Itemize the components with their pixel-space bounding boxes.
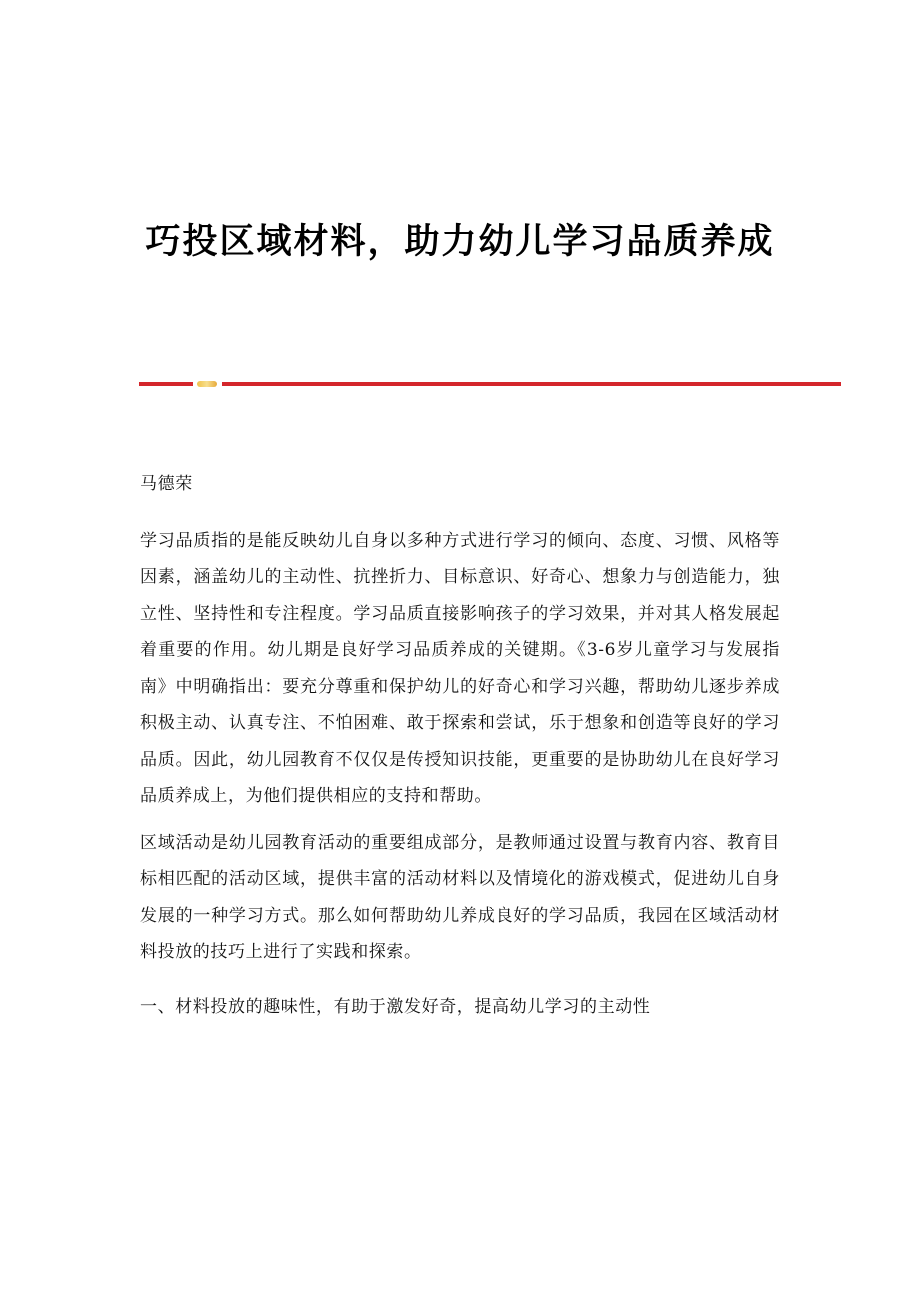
divider-bar-right — [222, 382, 841, 386]
paragraph-2: 区域活动是幼儿园教育活动的重要组成部分，是教师通过设置与教育内容、教育目标相匹配的活动区域，提供丰富的活动材料以及情境化的游戏模式，促进幼儿自身发展的一种学习方式。那么如何帮助幼儿养成良好的学习品质，我园在区域活动材料投放的技巧上进行了实践和探索。 — [140, 832, 780, 962]
article-body — [140, 466, 780, 1025]
author-name: 马德荣 — [140, 474, 193, 494]
document-title: 巧投区域材料，助力幼儿学习品质养成 — [145, 222, 775, 262]
section-heading: 一、材料投放的趣味性，有助于激发好奇，提高幼儿学习的主动性 — [140, 996, 651, 1017]
paragraph-1: 学习品质指的是能反映幼儿自身以多种方式进行学习的倾向、态度、习惯、风格等因素，涵盖幼儿的主动性、抗挫折力、目标意识、好奇心、想象力与创造能力，独立性、坚持性和专注程度。学习品质直接影响孩子的学习效果，并对其人格发展起着重要的作用。幼儿期是良好学习品质养成的关键期。《3-6岁儿童学习与发展指南》中明确指出：要充分尊重和保护幼儿的好奇心和学习兴趣，帮助幼儿逐步养成积极主动、认真专注、不怕困难、敢于探索和尝试，乐于想象和创造等良好的学习品质。因此，幼儿园教育不仅仅是传授知识技能，更重要的是协助幼儿在良好学习品质养成上，为他们提供相应的支持和帮助。 — [140, 530, 780, 806]
divider-ornament — [197, 381, 217, 387]
divider-bar-left — [139, 382, 193, 386]
title-divider — [139, 380, 841, 388]
